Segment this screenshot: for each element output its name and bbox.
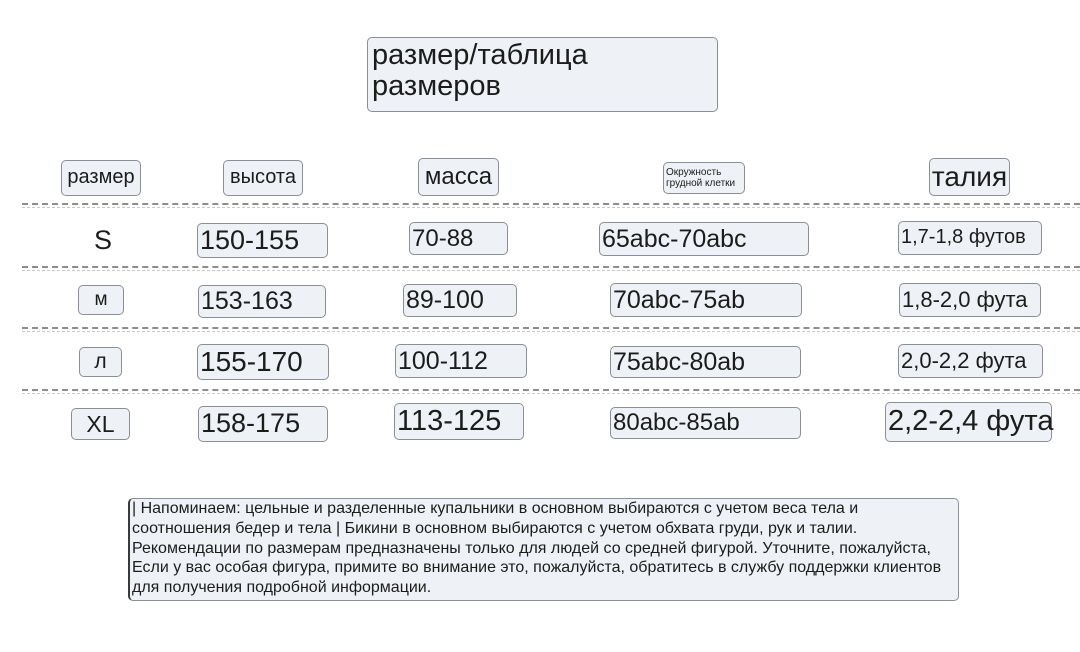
cell-waist: 2,0-2,2 фута: [898, 344, 1043, 378]
cell-bust: 70abc-75ab: [610, 283, 802, 317]
row-divider: [22, 389, 1080, 391]
header-height: высота: [223, 160, 303, 196]
cell-height: 158-175: [198, 406, 328, 442]
header-size: размер: [61, 160, 141, 196]
row-divider: [22, 203, 1080, 205]
cell-weight: 113-125: [394, 403, 524, 440]
cell-height: 155-170: [197, 344, 329, 380]
header-weight: масса: [418, 158, 499, 196]
page-title: размер/таблица размеров: [367, 37, 718, 112]
cell-bust: 65abc-70abc: [599, 222, 809, 256]
row-divider: [22, 327, 1080, 329]
cell-size: XL: [71, 408, 130, 440]
row-divider: [22, 266, 1080, 268]
cell-waist: 1,7-1,8 футов: [898, 221, 1042, 255]
header-bust: Окружность грудной клетки: [663, 162, 745, 194]
cell-waist: 2,2-2,4 фута: [885, 402, 1052, 442]
cell-weight: 100-112: [395, 344, 527, 378]
cell-size: л: [79, 347, 122, 377]
cell-waist: 1,8-2,0 фута: [899, 283, 1041, 317]
header-waist: талия: [929, 158, 1010, 196]
cell-size: м: [78, 285, 124, 315]
cell-bust: 80abc-85ab: [610, 407, 801, 439]
cell-height: 153-163: [198, 285, 326, 318]
cell-bust: 75abc-80ab: [610, 346, 801, 378]
size-recommendation-note: | Напоминаем: цельные и разделенные купальники в основном выбираются с учетом веса тела и соотношения бедер и тела | Бикини в основном выбираются с учетом обхвата груди, рук и талии. Рекомендации по размерам предназначены только для людей со средней фигурой. Уточните, пожалуйста, Если у вас особая фигура, примите во внимание это, пожалуйста, обратитесь в службу поддержки клиентов для получения подробной информации.: [128, 498, 959, 601]
cell-size: S: [93, 225, 112, 256]
cell-weight: 70-88: [409, 222, 508, 255]
cell-height: 150-155: [197, 223, 328, 258]
cell-weight: 89-100: [403, 284, 517, 317]
